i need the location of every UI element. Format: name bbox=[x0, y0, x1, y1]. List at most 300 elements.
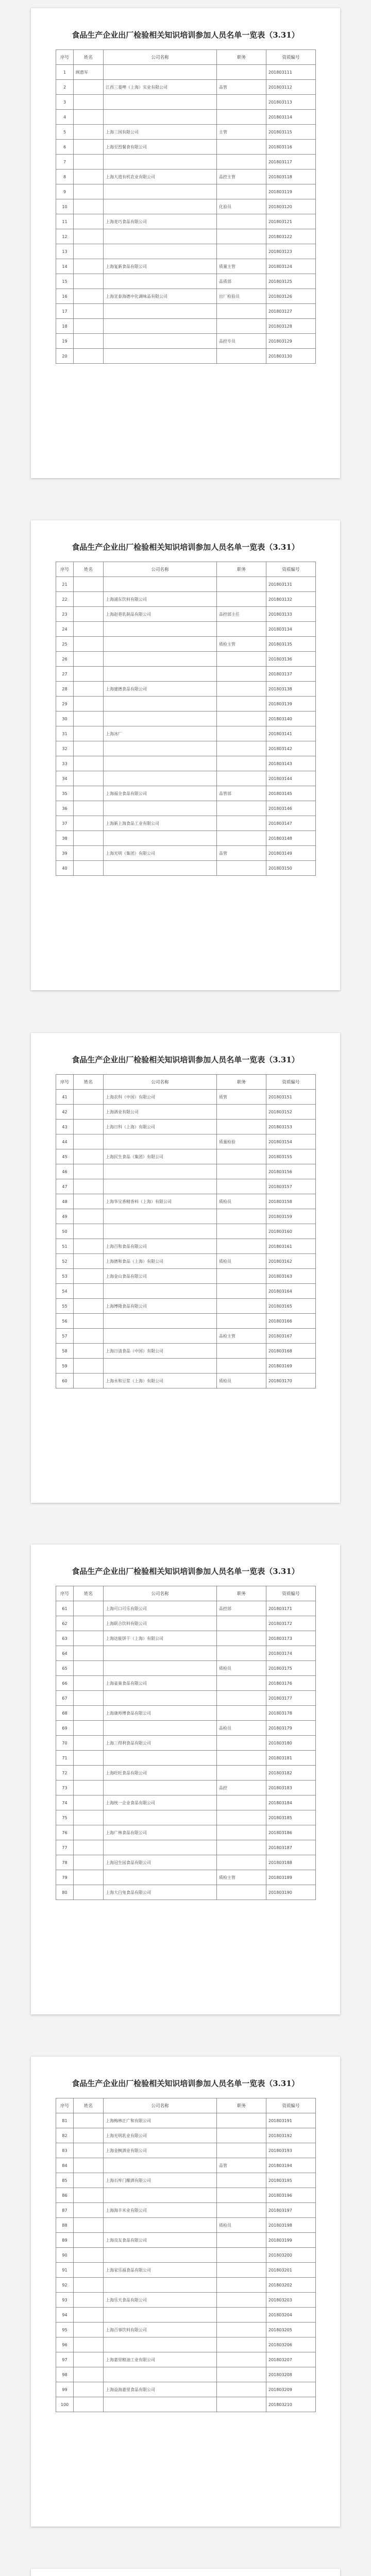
certificate-number: 201803112 bbox=[266, 80, 316, 95]
job-title bbox=[217, 1751, 266, 1766]
job-title bbox=[217, 1284, 266, 1299]
row-number: 99 bbox=[56, 2382, 74, 2397]
job-title bbox=[217, 1885, 266, 1900]
attendee-name bbox=[74, 214, 104, 229]
attendee-name bbox=[74, 1284, 104, 1299]
row-number: 52 bbox=[56, 1254, 74, 1269]
row-number: 3 bbox=[56, 95, 74, 110]
job-title bbox=[217, 1299, 266, 1314]
company-name: 上海金枫酒业有限公司 bbox=[104, 2143, 217, 2158]
column-header: 公司名称 bbox=[104, 2098, 217, 2113]
table-row bbox=[56, 140, 316, 155]
attendee-name bbox=[74, 1616, 104, 1631]
certificate-number: 201803189 bbox=[266, 1870, 316, 1885]
certificate-number: 201803207 bbox=[266, 2352, 316, 2367]
company-name bbox=[104, 652, 217, 667]
attendee-name bbox=[74, 1149, 104, 1164]
row-number: 9 bbox=[56, 184, 74, 199]
column-header: 姓名 bbox=[74, 50, 104, 65]
column-header: 公司名称 bbox=[104, 1586, 217, 1601]
job-title bbox=[217, 1105, 266, 1120]
row-number: 72 bbox=[56, 1766, 74, 1781]
certificate-number: 201803168 bbox=[266, 1344, 316, 1359]
company-name bbox=[104, 622, 217, 637]
column-header: 序号 bbox=[56, 1586, 74, 1601]
table-row bbox=[56, 2233, 316, 2248]
column-header: 序号 bbox=[56, 2098, 74, 2113]
job-title bbox=[217, 140, 266, 155]
job-title bbox=[217, 667, 266, 682]
certificate-number: 201803187 bbox=[266, 1840, 316, 1855]
job-title: 质检员 bbox=[217, 1661, 266, 1676]
table-row bbox=[56, 592, 316, 607]
row-number: 26 bbox=[56, 652, 74, 667]
certificate-number: 201803190 bbox=[266, 1885, 316, 1900]
attendee-name bbox=[74, 592, 104, 607]
job-title bbox=[217, 816, 266, 831]
row-number: 73 bbox=[56, 1781, 74, 1795]
attendee-name bbox=[74, 1179, 104, 1194]
company-name bbox=[104, 274, 217, 289]
table-row bbox=[56, 80, 316, 95]
company-name bbox=[104, 110, 217, 125]
row-number: 42 bbox=[56, 1105, 74, 1120]
company-name bbox=[104, 349, 217, 364]
document-page bbox=[31, 1033, 340, 1503]
job-title: 品管部 bbox=[217, 786, 266, 801]
attendee-name bbox=[74, 1766, 104, 1781]
column-header: 姓名 bbox=[74, 562, 104, 577]
job-title: 质检主管 bbox=[217, 637, 266, 652]
attendee-name bbox=[74, 2308, 104, 2323]
certificate-number: 201803167 bbox=[266, 1329, 316, 1344]
table-row bbox=[56, 2323, 316, 2337]
row-number: 49 bbox=[56, 1209, 74, 1224]
certificate-number: 201803173 bbox=[266, 1631, 316, 1646]
certificate-number: 201803199 bbox=[266, 2233, 316, 2248]
column-header: 姓名 bbox=[74, 2098, 104, 2113]
attendee-name bbox=[74, 667, 104, 682]
attendee-name bbox=[74, 2248, 104, 2263]
company-name bbox=[104, 2218, 217, 2233]
certificate-number: 201803128 bbox=[266, 319, 316, 334]
row-number: 68 bbox=[56, 1706, 74, 1721]
attendee-name bbox=[74, 1601, 104, 1616]
certificate-number: 201803159 bbox=[266, 1209, 316, 1224]
company-name: 上海百和食品有限公司 bbox=[104, 1239, 217, 1254]
certificate-number: 201803204 bbox=[266, 2308, 316, 2323]
row-number: 39 bbox=[56, 846, 74, 861]
company-name: 上海海丰米业有限公司 bbox=[104, 2203, 217, 2218]
company-name: 上海金山食品有限公司 bbox=[104, 1269, 217, 1284]
certificate-number: 201803164 bbox=[266, 1284, 316, 1299]
certificate-number: 201803152 bbox=[266, 1105, 316, 1120]
certificate-number: 201803125 bbox=[266, 274, 316, 289]
job-title: 品管 bbox=[217, 80, 266, 95]
row-number: 4 bbox=[56, 110, 74, 125]
job-title bbox=[217, 1314, 266, 1329]
job-title bbox=[217, 652, 266, 667]
row-number: 63 bbox=[56, 1631, 74, 1646]
table-row bbox=[56, 2203, 316, 2218]
company-name bbox=[104, 319, 217, 334]
row-number: 56 bbox=[56, 1314, 74, 1329]
certificate-number: 201803147 bbox=[266, 816, 316, 831]
attendee-name bbox=[74, 289, 104, 304]
attendee-name bbox=[74, 1329, 104, 1344]
attendee-name bbox=[74, 1344, 104, 1359]
company-name bbox=[104, 1179, 217, 1194]
company-name: 上海康师傅食品有限公司 bbox=[104, 1706, 217, 1721]
row-number: 25 bbox=[56, 637, 74, 652]
job-title bbox=[217, 1691, 266, 1706]
document-page bbox=[31, 2569, 340, 2576]
job-title bbox=[217, 771, 266, 786]
attendee-table bbox=[56, 2098, 316, 2412]
certificate-number: 201803155 bbox=[266, 1149, 316, 1164]
attendee-name bbox=[74, 1751, 104, 1766]
company-name: 上海酒业有限公司 bbox=[104, 1105, 217, 1120]
company-name: 上海永和豆浆（上海）有限公司 bbox=[104, 1374, 217, 1388]
company-name bbox=[104, 1661, 217, 1676]
company-name bbox=[104, 1164, 217, 1179]
row-number: 28 bbox=[56, 682, 74, 697]
column-header: 序号 bbox=[56, 1075, 74, 1090]
table-row bbox=[56, 1840, 316, 1855]
column-header: 资质编号 bbox=[266, 2098, 316, 2113]
table-row bbox=[56, 2128, 316, 2143]
table-row bbox=[56, 1601, 316, 1616]
attendee-name bbox=[74, 1164, 104, 1179]
row-number: 97 bbox=[56, 2352, 74, 2367]
table-row bbox=[56, 697, 316, 711]
job-title bbox=[217, 1810, 266, 1825]
row-number: 85 bbox=[56, 2173, 74, 2188]
job-title bbox=[217, 1164, 266, 1179]
attendee-name bbox=[74, 1194, 104, 1209]
job-title bbox=[217, 1736, 266, 1751]
table-row bbox=[56, 726, 316, 741]
table-row bbox=[56, 1224, 316, 1239]
company-name bbox=[104, 1870, 217, 1885]
table-row bbox=[56, 1090, 316, 1105]
row-number: 31 bbox=[56, 726, 74, 741]
table-header-row bbox=[56, 1075, 316, 1090]
certificate-number: 201803193 bbox=[266, 2143, 316, 2158]
job-title bbox=[217, 726, 266, 741]
certificate-number: 201803130 bbox=[266, 349, 316, 364]
certificate-number: 201803161 bbox=[266, 1239, 316, 1254]
table-row bbox=[56, 110, 316, 125]
attendee-name bbox=[74, 125, 104, 140]
company-name: 上海冠生园食品有限公司 bbox=[104, 1855, 217, 1870]
row-number: 7 bbox=[56, 155, 74, 170]
certificate-number: 201803208 bbox=[266, 2367, 316, 2382]
row-number: 1 bbox=[56, 65, 74, 80]
row-number: 50 bbox=[56, 1224, 74, 1239]
row-number: 89 bbox=[56, 2233, 74, 2248]
company-name bbox=[104, 2158, 217, 2173]
company-name: 上海益海嘉里食品有限公司 bbox=[104, 2382, 217, 2397]
row-number: 15 bbox=[56, 274, 74, 289]
attendee-name bbox=[74, 1721, 104, 1736]
table-row bbox=[56, 2188, 316, 2203]
table-row bbox=[56, 274, 316, 289]
row-number: 93 bbox=[56, 2293, 74, 2308]
job-title bbox=[217, 2308, 266, 2323]
company-name bbox=[104, 2308, 217, 2323]
attendee-name bbox=[74, 1224, 104, 1239]
certificate-number: 201803140 bbox=[266, 711, 316, 726]
table-row bbox=[56, 2143, 316, 2158]
table-row bbox=[56, 771, 316, 786]
job-title bbox=[217, 1840, 266, 1855]
company-name bbox=[104, 2337, 217, 2352]
row-number: 57 bbox=[56, 1329, 74, 1344]
company-name bbox=[104, 1134, 217, 1149]
job-title: 品控部主任 bbox=[217, 607, 266, 622]
table-row bbox=[56, 1661, 316, 1676]
attendee-table bbox=[56, 49, 316, 364]
certificate-number: 201803158 bbox=[266, 1194, 316, 1209]
table-row bbox=[56, 289, 316, 304]
row-number: 95 bbox=[56, 2323, 74, 2337]
table-row bbox=[56, 2367, 316, 2382]
certificate-number: 201803124 bbox=[266, 259, 316, 274]
job-title bbox=[217, 2188, 266, 2203]
row-number: 30 bbox=[56, 711, 74, 726]
table-row bbox=[56, 1359, 316, 1374]
certificate-number: 201803132 bbox=[266, 592, 316, 607]
attendee-name bbox=[74, 2367, 104, 2382]
table-row bbox=[56, 1120, 316, 1134]
table-row bbox=[56, 1646, 316, 1661]
row-number: 58 bbox=[56, 1344, 74, 1359]
certificate-number: 201803123 bbox=[266, 244, 316, 259]
row-number: 19 bbox=[56, 334, 74, 349]
company-name bbox=[104, 1646, 217, 1661]
attendee-name bbox=[74, 1105, 104, 1120]
certificate-number: 201803116 bbox=[266, 140, 316, 155]
certificate-number: 201803188 bbox=[266, 1855, 316, 1870]
document-page bbox=[31, 2057, 340, 2527]
certificate-number: 201803205 bbox=[266, 2323, 316, 2337]
certificate-number: 201803149 bbox=[266, 846, 316, 861]
row-number: 75 bbox=[56, 1810, 74, 1825]
certificate-number: 201803174 bbox=[266, 1646, 316, 1661]
column-header: 序号 bbox=[56, 562, 74, 577]
certificate-number: 201803129 bbox=[266, 334, 316, 349]
attendee-name bbox=[74, 1855, 104, 1870]
company-name bbox=[104, 65, 217, 80]
row-number: 84 bbox=[56, 2158, 74, 2173]
row-number: 46 bbox=[56, 1164, 74, 1179]
certificate-number: 201803162 bbox=[266, 1254, 316, 1269]
company-name bbox=[104, 2278, 217, 2293]
attendee-name bbox=[74, 2382, 104, 2397]
table-row bbox=[56, 2278, 316, 2293]
table-row bbox=[56, 2382, 316, 2397]
company-name bbox=[104, 771, 217, 786]
certificate-number: 201803201 bbox=[266, 2263, 316, 2278]
table-header-row bbox=[56, 562, 316, 577]
attendee-name bbox=[74, 1781, 104, 1795]
certificate-number: 201803181 bbox=[266, 1751, 316, 1766]
job-title: 质量检验 bbox=[217, 1134, 266, 1149]
job-title bbox=[217, 1766, 266, 1781]
row-number: 37 bbox=[56, 816, 74, 831]
row-number: 2 bbox=[56, 80, 74, 95]
job-title bbox=[217, 229, 266, 244]
attendee-name bbox=[74, 1134, 104, 1149]
company-name bbox=[104, 577, 217, 592]
certificate-number: 201803163 bbox=[266, 1269, 316, 1284]
job-title bbox=[217, 2173, 266, 2188]
job-title: 品控 bbox=[217, 1781, 266, 1795]
job-title bbox=[217, 2367, 266, 2382]
table-row bbox=[56, 1631, 316, 1646]
attendee-name bbox=[74, 786, 104, 801]
certificate-number: 201803170 bbox=[266, 1374, 316, 1388]
attendee-name bbox=[74, 1825, 104, 1840]
certificate-number: 201803184 bbox=[266, 1795, 316, 1810]
job-title: 品控部 bbox=[217, 1601, 266, 1616]
company-name: 上海复新食品有限公司 bbox=[104, 259, 217, 274]
attendee-name bbox=[74, 1810, 104, 1825]
row-number: 5 bbox=[56, 125, 74, 140]
certificate-number: 201803114 bbox=[266, 110, 316, 125]
company-name bbox=[104, 1691, 217, 1706]
page-title: 食品生产企业出厂检验相关知识培训参加人员名单一览表（3.31） bbox=[72, 1055, 299, 1064]
row-number: 74 bbox=[56, 1795, 74, 1810]
company-name: 上海三得利食品有限公司 bbox=[104, 1736, 217, 1751]
certificate-number: 201803177 bbox=[266, 1691, 316, 1706]
company-name: 上海家乐福食品有限公司 bbox=[104, 2263, 217, 2278]
row-number: 24 bbox=[56, 622, 74, 637]
job-title bbox=[217, 2293, 266, 2308]
attendee-name bbox=[74, 1870, 104, 1885]
certificate-number: 201803153 bbox=[266, 1120, 316, 1134]
job-title bbox=[217, 2352, 266, 2367]
company-name bbox=[104, 1329, 217, 1344]
company-name bbox=[104, 1781, 217, 1795]
certificate-number: 201803197 bbox=[266, 2203, 316, 2218]
attendee-name bbox=[74, 2278, 104, 2293]
attendee-name bbox=[74, 1314, 104, 1329]
certificate-number: 201803182 bbox=[266, 1766, 316, 1781]
certificate-number: 201803171 bbox=[266, 1601, 316, 1616]
table-row bbox=[56, 65, 316, 80]
company-name bbox=[104, 711, 217, 726]
company-name bbox=[104, 95, 217, 110]
row-number: 10 bbox=[56, 199, 74, 214]
certificate-number: 201803136 bbox=[266, 652, 316, 667]
company-name bbox=[104, 637, 217, 652]
job-title bbox=[217, 1825, 266, 1840]
job-title bbox=[217, 1209, 266, 1224]
job-title bbox=[217, 1269, 266, 1284]
column-header: 公司名称 bbox=[104, 50, 217, 65]
certificate-number: 201803135 bbox=[266, 637, 316, 652]
attendee-name bbox=[74, 334, 104, 349]
job-title bbox=[217, 1646, 266, 1661]
certificate-number: 201803139 bbox=[266, 697, 316, 711]
company-name: 上海良友食品有限公司 bbox=[104, 2233, 217, 2248]
company-name: 上海乐天食品有限公司 bbox=[104, 2293, 217, 2308]
company-name: 上海嘉里粮油工业有限公司 bbox=[104, 2352, 217, 2367]
certificate-number: 201803122 bbox=[266, 229, 316, 244]
table-row bbox=[56, 184, 316, 199]
column-header: 职务 bbox=[217, 1075, 266, 1090]
attendee-name bbox=[74, 304, 104, 319]
row-number: 29 bbox=[56, 697, 74, 711]
page-title: 食品生产企业出厂检验相关知识培训参加人员名单一览表（3.31） bbox=[72, 1567, 299, 1576]
job-title bbox=[217, 2382, 266, 2397]
certificate-number: 201803194 bbox=[266, 2158, 316, 2173]
job-title bbox=[217, 1224, 266, 1239]
row-number: 82 bbox=[56, 2128, 74, 2143]
table-row bbox=[56, 831, 316, 846]
document-page bbox=[31, 8, 340, 478]
certificate-number: 201803115 bbox=[266, 125, 316, 140]
row-number: 33 bbox=[56, 756, 74, 771]
table-row bbox=[56, 1751, 316, 1766]
certificate-number: 201803117 bbox=[266, 155, 316, 170]
attendee-table bbox=[56, 1074, 316, 1388]
certificate-number: 201803127 bbox=[266, 304, 316, 319]
table-row bbox=[56, 1134, 316, 1149]
attendee-name bbox=[74, 1120, 104, 1134]
row-number: 38 bbox=[56, 831, 74, 846]
attendee-name bbox=[74, 637, 104, 652]
certificate-number: 201803145 bbox=[266, 786, 316, 801]
table-row bbox=[56, 1374, 316, 1388]
attendee-name bbox=[74, 1795, 104, 1810]
certificate-number: 201803175 bbox=[266, 1661, 316, 1676]
attendee-name bbox=[74, 771, 104, 786]
certificate-number: 201803131 bbox=[266, 577, 316, 592]
row-number: 61 bbox=[56, 1601, 74, 1616]
row-number: 44 bbox=[56, 1134, 74, 1149]
table-row bbox=[56, 1149, 316, 1164]
company-name: 上海广林食品有限公司 bbox=[104, 1825, 217, 1840]
job-title: 质检员 bbox=[217, 2218, 266, 2233]
company-name: 上海光明乳业有限公司 bbox=[104, 2128, 217, 2143]
attendee-name bbox=[74, 2352, 104, 2367]
attendee-name bbox=[74, 95, 104, 110]
company-name: 上海雀巢食品有限公司 bbox=[104, 1676, 217, 1691]
column-header: 职务 bbox=[217, 1586, 266, 1601]
company-name bbox=[104, 667, 217, 682]
attendee-name bbox=[74, 229, 104, 244]
job-title: 出厂检验员 bbox=[217, 289, 266, 304]
company-name: 上海日清食品（中国）有限公司 bbox=[104, 1344, 217, 1359]
certificate-number: 201803121 bbox=[266, 214, 316, 229]
attendee-name: 顾惠军 bbox=[74, 65, 104, 80]
row-number: 27 bbox=[56, 667, 74, 682]
table-row bbox=[56, 1870, 316, 1885]
company-name bbox=[104, 244, 217, 259]
table-row bbox=[56, 756, 316, 771]
attendee-name bbox=[74, 319, 104, 334]
company-name: 上海石库门酿酒有限公司 bbox=[104, 2173, 217, 2188]
attendee-name bbox=[74, 2158, 104, 2173]
attendee-name bbox=[74, 801, 104, 816]
job-title bbox=[217, 244, 266, 259]
certificate-number: 201803169 bbox=[266, 1359, 316, 1374]
attendee-name bbox=[74, 756, 104, 771]
row-number: 17 bbox=[56, 304, 74, 319]
